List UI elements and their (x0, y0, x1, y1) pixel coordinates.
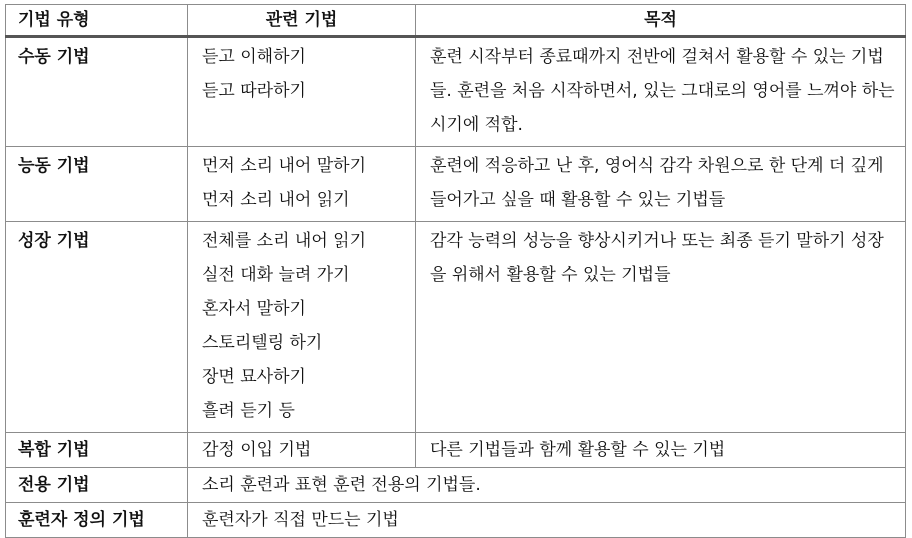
table-row (6, 222, 906, 433)
header-technique-type: 기법 유형 (6, 5, 188, 37)
header-row (6, 5, 906, 37)
row-category: 훈련자 정의 기법 (6, 503, 188, 538)
technique-item: 스토리텔링 하기 (202, 333, 323, 353)
row-purpose (416, 222, 906, 433)
technique-item: 먼저 소리 내어 말하기 (202, 156, 367, 176)
row-merged-description: 훈련자가 직접 만드는 기법 (188, 503, 906, 538)
row-category: 수동 기법 (6, 37, 188, 147)
technique-item: 감정 이입 기법 (202, 440, 312, 460)
technique-item: 먼저 소리 내어 읽기 (202, 190, 350, 210)
purpose-text: 감각 능력의 성능을 향상시키거나 또는 최종 듣기 말하기 성장을 위해서 활용할 수 있는 기법들 (430, 231, 884, 285)
purpose-text: 훈련에 적응하고 난 후, 영어식 감각 차원으로 한 단계 더 깊게 들어가고 싶을 때 활용할 수 있는 기법들 (430, 156, 884, 210)
row-techniques (188, 37, 416, 147)
row-purpose (416, 433, 906, 468)
row-purpose (416, 147, 906, 222)
table-row (6, 147, 906, 222)
technique-item: 듣고 이해하기 (202, 47, 306, 67)
technique-item: 실전 대화 늘려 가기 (202, 265, 350, 285)
row-category: 성장 기법 (6, 222, 188, 433)
table-row (6, 37, 906, 147)
technique-item: 장면 묘사하기 (202, 367, 306, 387)
header-related-techniques: 관련 기법 (188, 5, 416, 37)
technique-item: 전체를 소리 내어 읽기 (202, 231, 367, 251)
header-purpose: 목적 (416, 5, 906, 37)
purpose-text: 훈련 시작부터 종료때까지 전반에 걸쳐서 활용할 수 있는 기법들. 훈련을 처음 시작하면서, 있는 그대로의 영어를 느껴야 하는 시기에 적합. (430, 47, 895, 135)
technique-table (5, 4, 906, 538)
row-techniques (188, 222, 416, 433)
row-purpose (416, 37, 906, 147)
row-category: 능동 기법 (6, 147, 188, 222)
row-category: 복합 기법 (6, 433, 188, 468)
technique-item: 혼자서 말하기 (202, 299, 306, 319)
row-techniques (188, 147, 416, 222)
table-row (6, 503, 906, 538)
purpose-text: 다른 기법들과 함께 활용할 수 있는 기법 (430, 440, 726, 460)
row-merged-description: 소리 훈련과 표현 훈련 전용의 기법들. (188, 468, 906, 503)
table-row (6, 433, 906, 468)
row-category: 전용 기법 (6, 468, 188, 503)
table-row (6, 468, 906, 503)
row-techniques (188, 433, 416, 468)
technique-item: 듣고 따라하기 (202, 81, 306, 101)
technique-item: 흘려 듣기 등 (202, 401, 295, 421)
